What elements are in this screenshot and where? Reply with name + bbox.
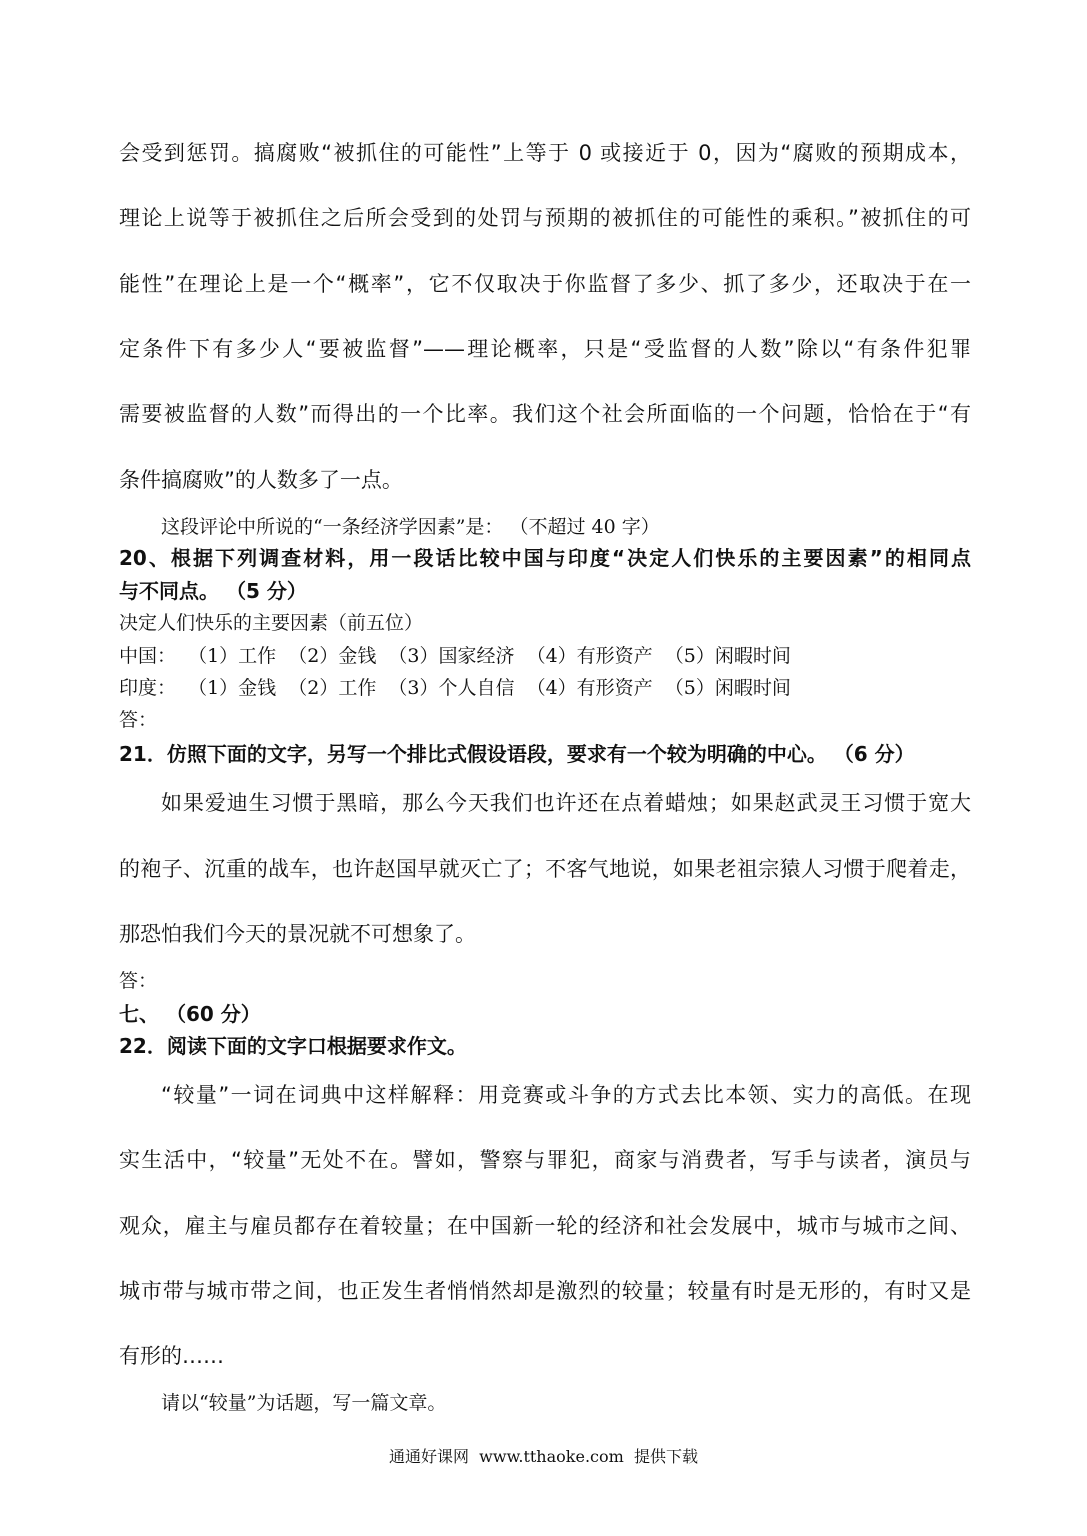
section-7-heading: 七、 （60 分） — [119, 1002, 261, 1026]
passage-line-4: 定条件下有多少人“要被监督”——理论概率，只是“受监督的人数”除以“有条件犯罪 — [119, 337, 971, 361]
q22-text-line-5: 有形的…… — [119, 1344, 224, 1368]
q20-table-title: 决定人们快乐的主要因素（前五位） — [119, 612, 424, 634]
q19-prompt: 这段评论中所说的“一条经济学因素”是： （不超过 40 字） — [161, 516, 660, 538]
q20-answer-label: 答： — [119, 709, 158, 731]
q22-text-line-4: 城市带与城市带之间，也正发生者悄悄然却是激烈的较量；较量有时是无形的，有时又是 — [119, 1279, 971, 1303]
q21-text-line-3: 那恐怕我们今天的景况就不可想象了。 — [119, 922, 476, 946]
passage-line-3: 能性”在理论上是一个“概率”，它不仅取决于你监督了多少、抓了多少，还取决于在一 — [119, 272, 971, 296]
passage-line-5: 需要被监督的人数”而得出的一个比率。我们这个社会所面临的一个问题，恰恰在于“有 — [119, 402, 971, 426]
q20-china-row: 中国： （1）工作 （2）金钱 （3）国家经济 （4）有形资产 （5）闲暇时间 — [119, 645, 791, 667]
q21-text-line-2: 的袍子、沉重的战车，也许赵国早就灭亡了；不客气地说，如果老祖宗猿人习惯于爬着走， — [119, 857, 971, 881]
q21-title: 21．仿照下面的文字，另写一个排比式假设语段，要求有一个较为明确的中心。 （6 分） — [119, 742, 915, 766]
q20-india-row: 印度： （1）金钱 （2）工作 （3）个人自信 （4）有形资产 （5）闲暇时间 — [119, 677, 791, 699]
q22-text-line-3: 观众，雇主与雇员都存在着较量；在中国新一轮的经济和社会发展中，城市与城市之间、 — [119, 1214, 971, 1238]
q21-text-line-1: 如果爱迪生习惯于黑暗，那么今天我们也许还在点着蜡烛；如果赵武灵王习惯于宽大 — [161, 791, 971, 815]
passage-line-2: 理论上说等于被抓住之后所会受到的处罚与预期的被抓住的可能性的乘积。”被抓住的可 — [119, 206, 971, 230]
q22-text-line-2: 实生活中，“较量”无处不在。譬如，警察与罪犯，商家与消费者，写手与读者，演员与 — [119, 1148, 971, 1172]
q22-text-line-1: “较量”一词在词典中这样解释：用竞赛或斗争的方式去比本领、实力的高低。在现 — [161, 1083, 971, 1107]
q21-answer-label: 答： — [119, 970, 158, 992]
q22-instruction: 请以“较量”为话题，写一篇文章。 — [161, 1392, 447, 1414]
page-footer: 通通好课网 www.tthaoke.com 提供下载 — [389, 1447, 698, 1466]
passage-line-6: 条件搞腐败”的人数多了一点。 — [119, 468, 403, 492]
passage-line-1: 会受到惩罚。搞腐败“被抓住的可能性”上等于 0 或接近于 0，因为“腐败的预期成本， — [119, 141, 971, 165]
q20-title-line-1: 20、根据下列调查材料，用一段话比较中国与印度“决定人们快乐的主要因素”的相同点 — [119, 546, 971, 570]
q22-title: 22．阅读下面的文字口根据要求作文。 — [119, 1034, 467, 1058]
q20-title-line-2: 与不同点。 （5 分） — [119, 579, 307, 603]
